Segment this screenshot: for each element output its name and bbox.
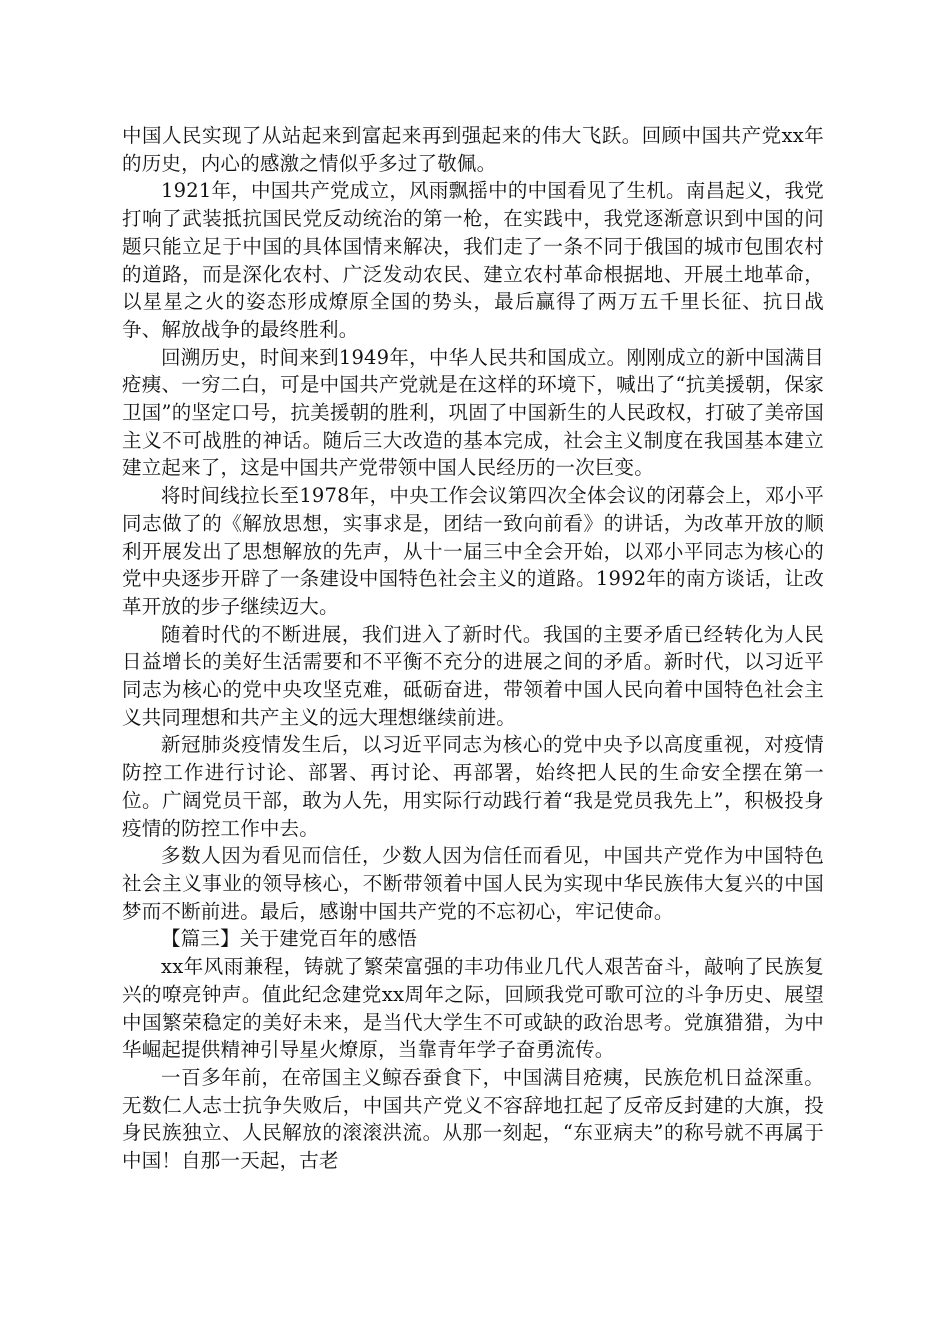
- paragraph-9: 一百多年前，在帝国主义鲸吞蚕食下，中国满目疮痍，民族危机日益深重。无数仁人志士抗争失败后，中国共产党义不容辞地扛起了反帝反封建的大旗，投身民族独立、人民解放的滚滚洪流。从那一刻起，“东亚病夫”的称号就不再属于中国！自那一天起，古老: [122, 1065, 824, 1173]
- paragraph-8: xx年风雨兼程，铸就了繁荣富强的丰功伟业几代人艰苦奋斗，敲响了民族复兴的嘹亮钟声。值此纪念建党xx周年之际，回顾我党可歌可泣的斗争历史、展望中国繁荣稳定的美好未来，是当代大学生不可或缺的政治思考。党旗猎猎，为中华崛起提供精神引导星火燎原，当靠青年学子奋勇流传。: [122, 955, 824, 1062]
- paragraph-3: 回溯历史，时间来到1949年，中华人民共和国成立。刚刚成立的新中国满目疮痍、一穷二白，可是中国共产党就是在这样的环境下，喊出了“抗美援朝，保家卫国”的坚定口号，抗美援朝的胜利，巩固了中国新生的人民政权，打破了美帝国主义不可战胜的神话。随后三大改造的基本完成，社会主义制度在我国基本建立建立起来了，这是中国共产党带领中国人民经历的一次巨变。: [122, 345, 824, 480]
- paragraph-2: 1921年，中国共产党成立，风雨飘摇中的中国看见了生机。南昌起义，我党打响了武装抵抗国民党反动统治的第一枪，在实践中，我党逐渐意识到中国的问题只能立足于中国的具体国情来解决，我们走了一条不同于俄国的城市包围农村的道路，而是深化农村、广泛发动农民、建立农村革命根据地、开展土地革命，以星星之火的姿态形成燎原全国的势头，最后赢得了两万五千里长征、抗日战争、解放战争的最终胜利。: [122, 179, 824, 341]
- document-body: [122, 122, 824, 1175]
- paragraph-6: 新冠肺炎疫情发生后，以习近平同志为核心的党中央予以高度重视，对疫情防控工作进行讨论、部署、再讨论、再部署，始终把人民的生命安全摆在第一位。广阔党员干部，敢为人先，用实际行动践行着“我是党员我先上”，积极投身疫情的防控工作中去。: [122, 733, 824, 840]
- paragraph-5: 随着时代的不断进展，我们进入了新时代。我国的主要矛盾已经转化为人民日益增长的美好生活需要和不平衡不充分的进展之间的矛盾。新时代，以习近平同志为核心的党中央攻坚克难，砥砺奋进，带领着中国人民向着中国特色社会主义共同理想和共产主义的远大理想继续前进。: [122, 622, 824, 729]
- paragraph-7: 多数人因为看见而信任，少数人因为信任而看见，中国共产党作为中国特色社会主义事业的领导核心，不断带领着中国人民为实现中华民族伟大复兴的中国梦而不断前进。最后，感谢中国共产党的不忘初心，牢记使命。: [122, 844, 824, 923]
- paragraph-4: 将时间线拉长至1978年，中央工作会议第四次全体会议的闭幕会上，邓小平同志做了的《解放思想，实事求是，团结一致向前看》的讲话，为改革开放的顺利开展发出了思想解放的先声，从十一届三中全会开始，以邓小平同志为核心的党中央逐步开辟了一条建设中国特色社会主义的道路。1992年的南方谈话，让改革开放的步子继续迈大。: [122, 484, 824, 618]
- paragraph-1: 中国人民实现了从站起来到富起来再到强起来的伟大飞跃。回顾中国共产党xx年的历史，内心的感激之情似乎多过了敬佩。: [122, 124, 824, 175]
- section-heading: 【篇三】关于建党百年的感悟: [161, 927, 418, 951]
